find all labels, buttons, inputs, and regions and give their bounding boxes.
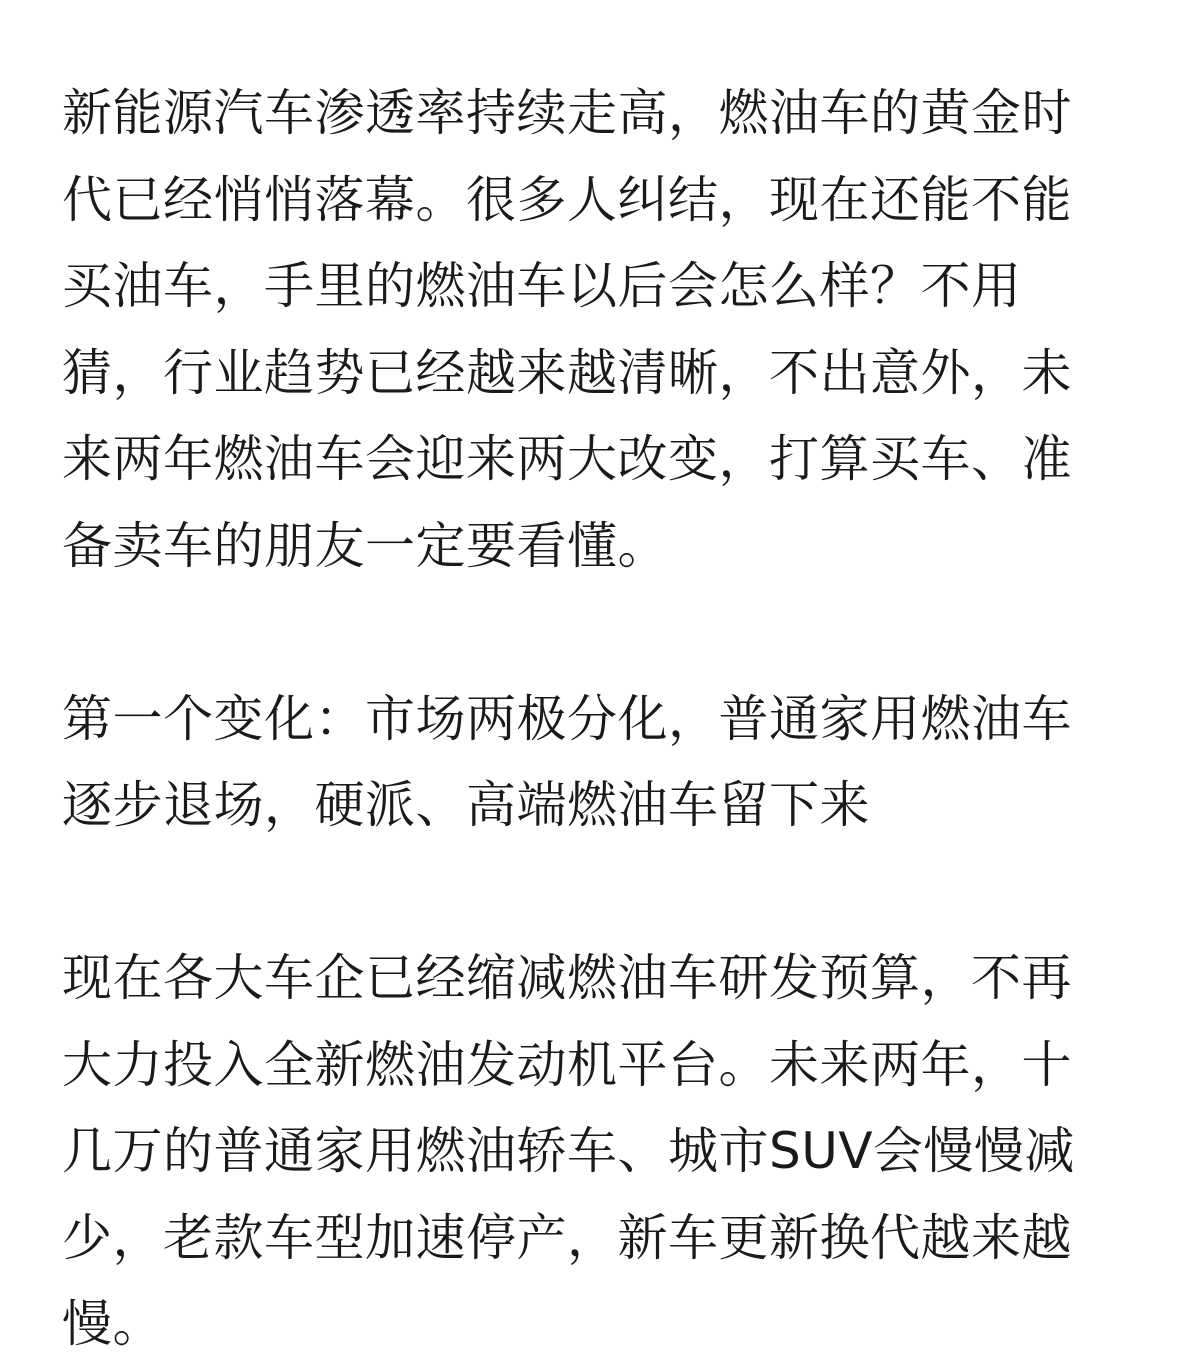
- text-line: 来两年燃油车会迎来两大改变，打算买车、准: [62, 430, 1072, 488]
- article-body: [62, 70, 1118, 1368]
- paragraph-body: [62, 935, 1118, 1368]
- text-line: 新能源汽车渗透率持续走高，燃油车的黄金时: [62, 84, 1072, 142]
- paragraph-spacer: [62, 589, 1118, 676]
- paragraph-intro: [62, 70, 1118, 589]
- text-line: 第一个变化：市场两极分化，普通家用燃油车: [62, 689, 1072, 748]
- text-line: 现在各大车企已经缩减燃油车研发预算，不再: [62, 949, 1072, 1007]
- text-line: 少，老款车型加速停产，新车更新换代越来越: [62, 1208, 1072, 1267]
- text-line: 代已经悄悄落幕。很多人纠结，现在还能不能: [62, 170, 1072, 229]
- text-line: 大力投入全新燃油发动机平台。未来两年，十: [62, 1035, 1072, 1094]
- text-line: 逐步退场，硬派、高端燃油车留下来: [62, 776, 870, 834]
- paragraph-section-heading: [62, 676, 1118, 849]
- text-line: 慢。: [62, 1295, 163, 1353]
- paragraph-spacer: [62, 849, 1118, 936]
- text-line: 猜，行业趋势已经越来越清晰，不出意外，未: [62, 343, 1072, 402]
- text-line: 买油车，手里的燃油车以后会怎么样？不用: [62, 257, 1022, 315]
- text-line: 备卖车的朋友一定要看懂。: [62, 516, 668, 575]
- text-line: 几万的普通家用燃油轿车、城市SUV会慢慢减: [62, 1122, 1076, 1180]
